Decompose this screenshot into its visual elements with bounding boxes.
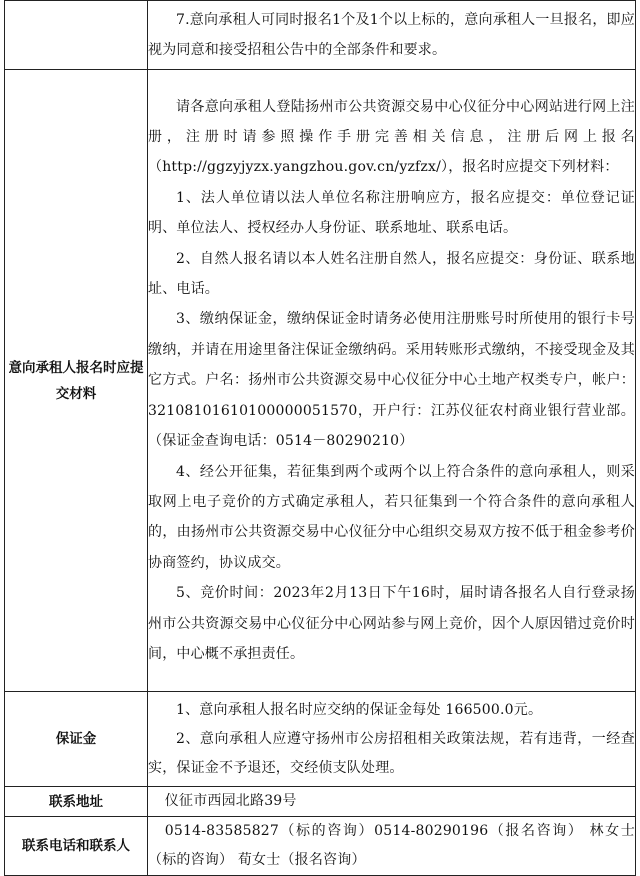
table-row bbox=[5, 1, 636, 70]
paragraph: 仪征市西园北路39号 bbox=[164, 793, 297, 809]
row-label: 意向承租人报名时应提交材料 bbox=[5, 70, 148, 692]
table-row bbox=[5, 787, 636, 817]
paragraph: 7.意向承租人可同时报名1个及1个以上标的，意向承租人一旦报名，即应视为同意和接受招租公告中的全部条件和要求。 bbox=[148, 11, 635, 58]
row-content bbox=[148, 70, 636, 692]
row-label bbox=[5, 1, 148, 70]
paragraph: 1、法人单位请以法人单位名称注册响应方，报名应提交：单位登记证明、单位法人、授权经办人身份证、联系地址、联系电话。 bbox=[148, 189, 635, 237]
paragraph: 5、竞价时间：2023年2月13日下午16时，届时请各报名人自行登录扬州市公共资源交易中心仪征分中心网站参与网上竞价，因个人原因错过竞价时间，中心概不承担责任。 bbox=[148, 585, 635, 662]
row-label: 联系地址 bbox=[5, 787, 148, 817]
row-label: 保证金 bbox=[5, 692, 148, 787]
row-label: 联系电话和联系人 bbox=[5, 817, 148, 876]
paragraph: 3、缴纳保证金，缴纳保证金时请务必使用注册账号时所使用的银行卡号缴纳，并请在用途里备注保证金缴纳码。采用转账形式缴纳，不接受现金及其它方式。户名：扬州市公共资源交易中心仪征分中心土地产权类专户，帐户：32108101610100000051570，开户行：江苏仪征农村商业银行营业部。（保证金查询电话：0514－80290210） bbox=[148, 311, 635, 450]
paragraph: 请各意向承租人登陆扬州市公共资源交易中心仪征分中心网站进行网上注册，注册时请参照操作手册完善相关信息，注册后网上报名（http://ggzyjyzx.yangzhou.gov.cn/yzfzx/），报名时应提交下列材料： bbox=[148, 98, 635, 176]
paragraph: 0514-83585827（标的咨询）0514-80290196（报名咨询） 林女士（标的咨询） 荀女士（报名咨询） bbox=[148, 823, 635, 868]
row-content bbox=[148, 787, 636, 817]
paragraph: 2、自然人报名请以本人姓名注册自然人，报名应提交：身份证、联系地址、电话。 bbox=[148, 250, 635, 298]
table-row bbox=[5, 70, 636, 692]
row-content bbox=[148, 817, 636, 876]
paragraph: 2、意向承租人应遵守扬州市公房招租相关政策法规，若有违背，一经查实，保证金不予退还，交经侦支队处理。 bbox=[148, 730, 635, 776]
table-row bbox=[5, 692, 636, 787]
paragraph: 1、意向承租人报名时应交纳的保证金每处 166500.0元。 bbox=[176, 701, 543, 718]
paragraph: 4、经公开征集，若征集到两个或两个以上符合条件的意向承租人，则采取网上电子竞价的方式确定承租人，若只征集到一个符合条件的意向承租人的，由扬州市公共资源交易中心仪征分中心组织交易双方按不低于租金参考价协商签约，协议成交。 bbox=[148, 463, 635, 571]
lease-info-table bbox=[4, 0, 636, 876]
table-row bbox=[5, 817, 636, 876]
row-content bbox=[148, 1, 636, 70]
row-content bbox=[148, 692, 636, 787]
